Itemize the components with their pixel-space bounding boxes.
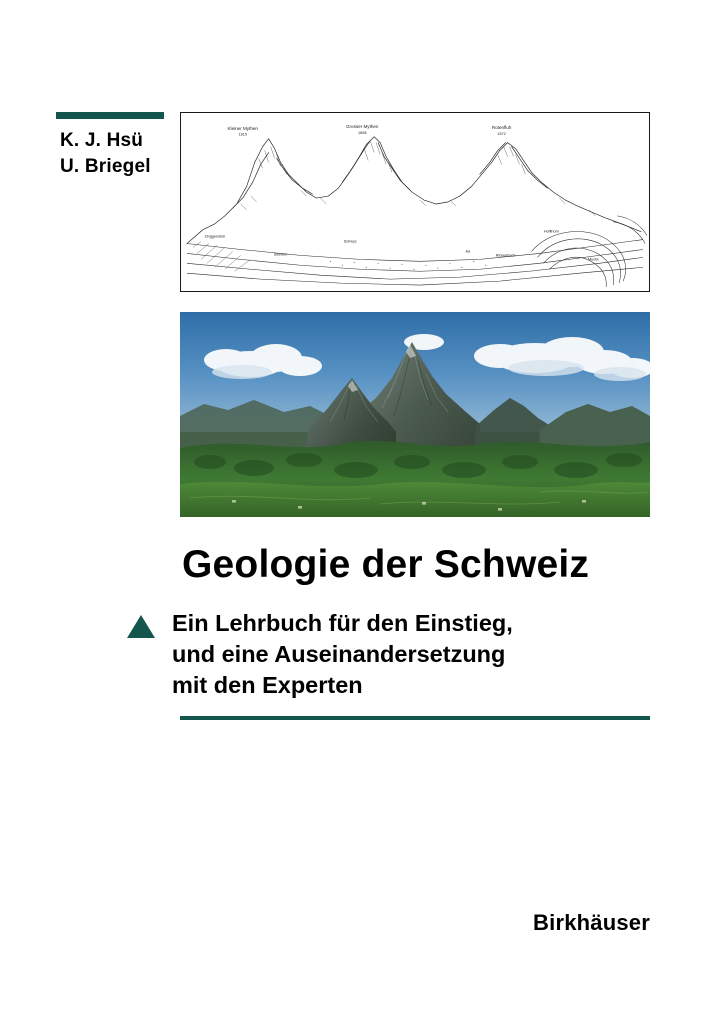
- authors-block: [60, 128, 190, 180]
- geological-cross-section-panel: [180, 112, 650, 292]
- svg-text:Hoflihorn: Hoflihorn: [543, 229, 559, 234]
- svg-text:Schwyz: Schwyz: [343, 239, 357, 244]
- bottom-accent-rule: [180, 716, 650, 720]
- svg-text:Rickenbach: Rickenbach: [495, 253, 516, 258]
- publisher-name: Birkhäuser: [533, 910, 650, 935]
- svg-text:Rotenfluh: Rotenfluh: [491, 124, 512, 130]
- triangle-bullet-icon: [127, 615, 155, 638]
- svg-text:Aa: Aa: [465, 249, 471, 254]
- svg-text:1572: 1572: [497, 131, 506, 136]
- top-accent-rule: [56, 112, 164, 119]
- author-line-2: U. Briegel: [60, 156, 151, 177]
- mythen-mountains-photo: [180, 312, 650, 517]
- cover-photograph: [180, 312, 650, 517]
- subtitle-block: [172, 608, 652, 701]
- page-title: Geologie der Schweiz: [182, 543, 590, 586]
- svg-text:Grosser Mythen: Grosser Mythen: [345, 123, 379, 129]
- svg-text:1815: 1815: [238, 132, 247, 137]
- subtitle-line-1: Ein Lehrbuch für den Einstieg,: [172, 610, 513, 636]
- svg-text:Zinggenstuh: Zinggenstuh: [204, 234, 226, 239]
- svg-text:Muota: Muota: [587, 257, 599, 262]
- subtitle-line-3: mit den Experten: [172, 672, 363, 698]
- author-line-1: K. J. Hsü: [60, 130, 144, 151]
- svg-text:Seewen: Seewen: [273, 252, 288, 257]
- svg-text:Kleiner Mythen: Kleiner Mythen: [227, 125, 258, 131]
- cross-section-drawing: [181, 113, 649, 291]
- subtitle-line-2: und eine Auseinandersetzung: [172, 641, 506, 667]
- svg-text:1898: 1898: [358, 130, 367, 135]
